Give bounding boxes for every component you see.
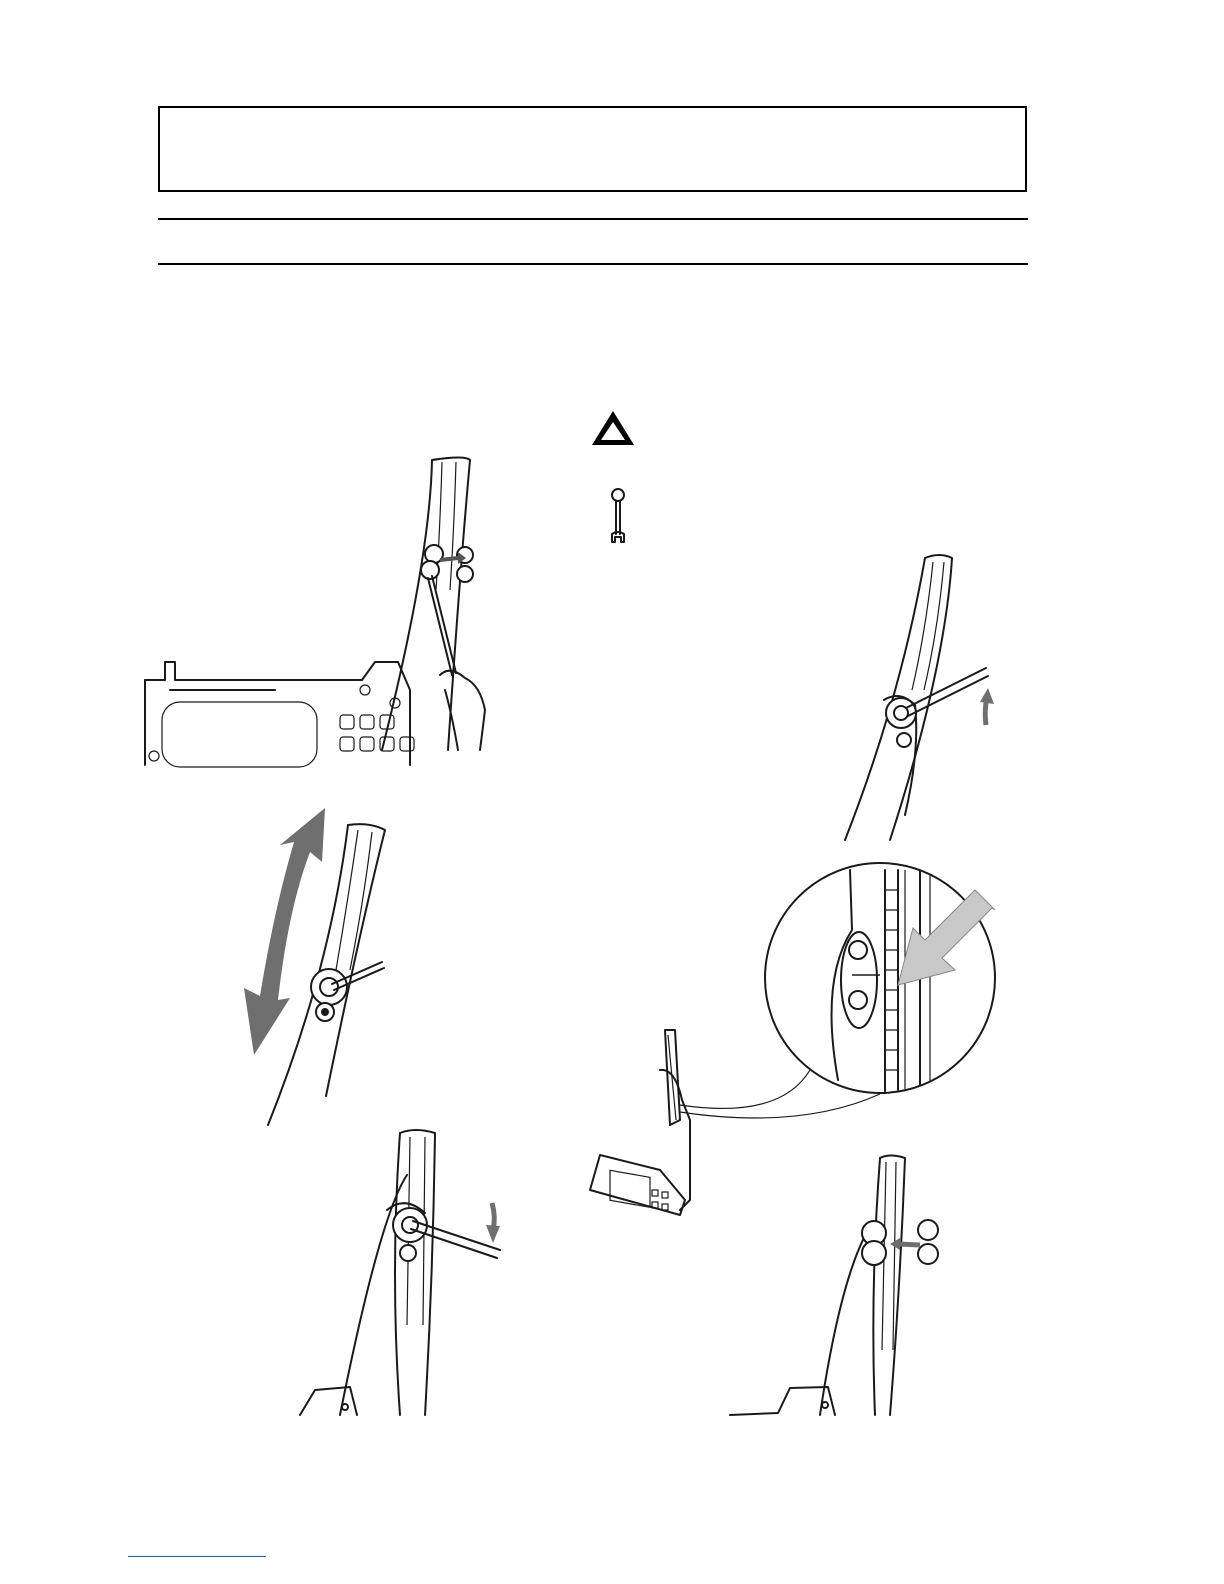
warning-triangle-icon — [589, 408, 637, 448]
footer-link-underline — [128, 1556, 266, 1557]
figure-insert-rod-rotate-up — [840, 550, 1010, 845]
figure-adjust-arm-range — [240, 800, 420, 1130]
section-rule-bottom — [158, 263, 1028, 265]
figure-rotate-down — [295, 1125, 515, 1425]
header-box — [158, 106, 1027, 192]
figure-remove-knobs — [140, 450, 500, 770]
section-rule-top — [158, 218, 1028, 220]
figure-refit-knobs — [730, 1150, 960, 1420]
wrench-icon — [605, 486, 631, 548]
